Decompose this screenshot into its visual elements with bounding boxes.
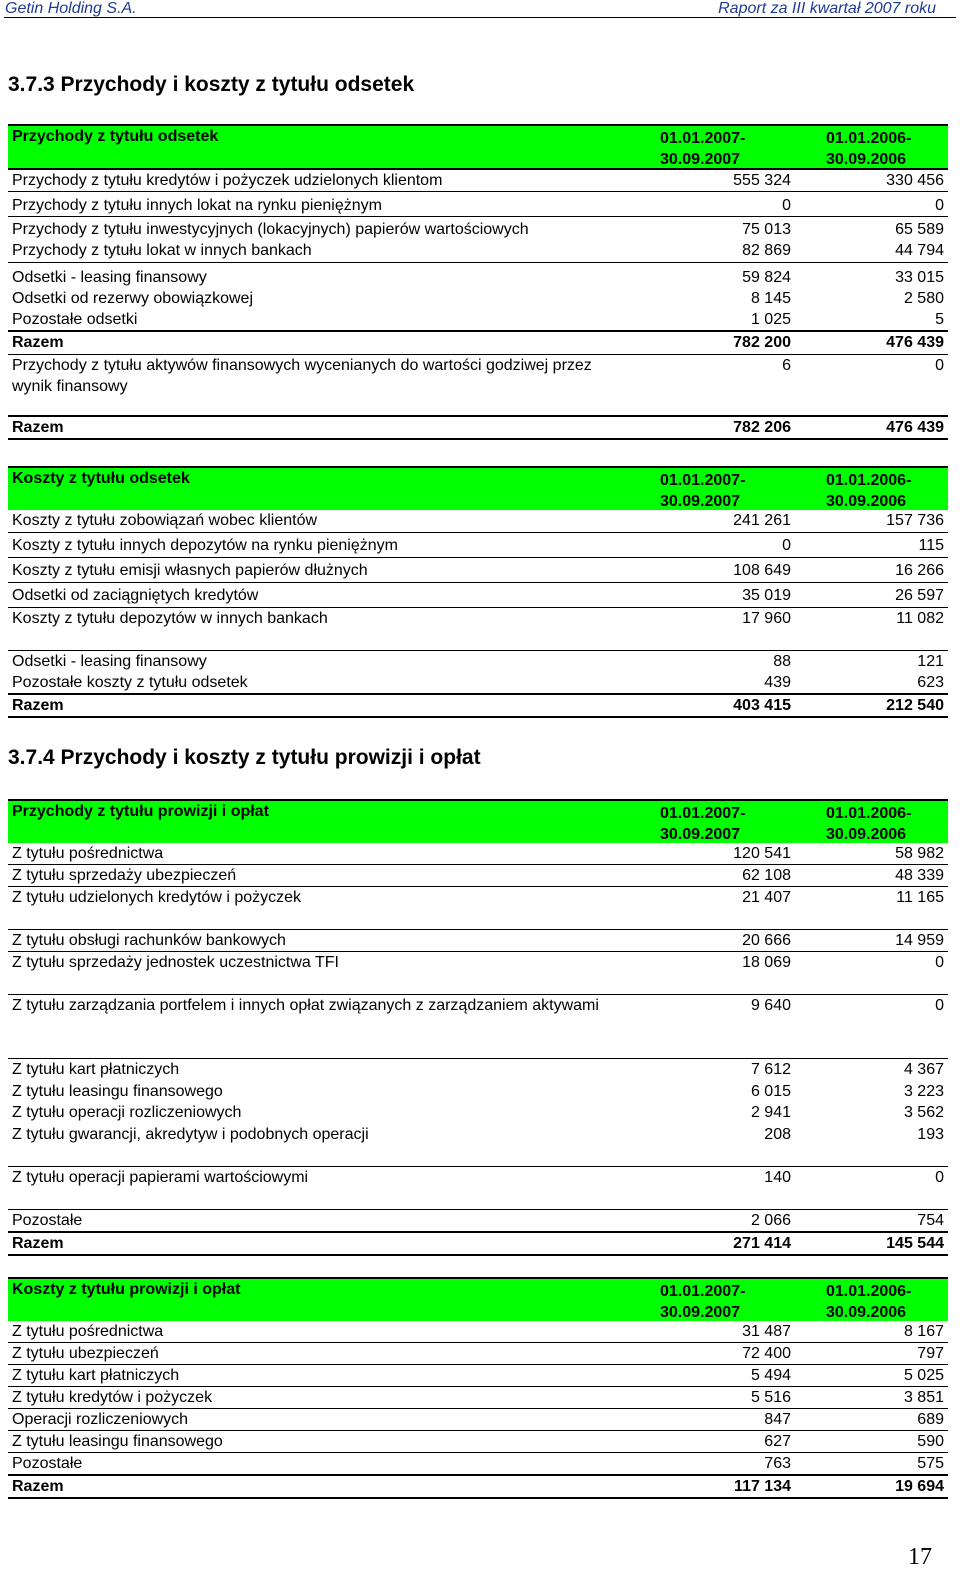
row-label: Z tytułu ubezpieczeń bbox=[12, 1345, 159, 1362]
value-2007: 208 bbox=[764, 1126, 791, 1143]
table-row bbox=[8, 510, 948, 533]
period-2007: 01.01.2007- 30.09.2007 bbox=[660, 472, 746, 510]
period-2007: 01.01.2007- 30.09.2007 bbox=[660, 130, 746, 168]
period-2007: 01.01.2007- 30.09.2007 bbox=[660, 1283, 746, 1321]
table-row bbox=[8, 1409, 948, 1431]
row-label: Z tytułu udzielonych kredytów i pożyczek bbox=[12, 889, 302, 906]
value-2006: 3 562 bbox=[903, 1104, 944, 1121]
value-2007: 72 400 bbox=[742, 1345, 791, 1362]
value-2006: 623 bbox=[917, 674, 944, 691]
value-2007: 6 bbox=[782, 357, 791, 374]
row-label: Razem bbox=[12, 334, 64, 351]
value-2007: 140 bbox=[764, 1169, 791, 1186]
value-2006: 4 367 bbox=[903, 1061, 944, 1078]
page-number: 17 bbox=[908, 1544, 932, 1570]
table-row bbox=[8, 535, 948, 558]
value-2006: 157 736 bbox=[886, 512, 944, 529]
value-2006: 476 439 bbox=[886, 419, 944, 436]
table-row bbox=[8, 843, 948, 865]
value-2006: 3 851 bbox=[903, 1389, 944, 1406]
table-row bbox=[8, 1167, 948, 1210]
value-2006: 11 082 bbox=[896, 610, 944, 627]
value-2007: 1 025 bbox=[750, 311, 791, 328]
value-2006: 14 959 bbox=[895, 932, 944, 949]
row-label: Z tytułu sprzedaży jednostek uczestnictwa TFI bbox=[12, 954, 339, 971]
value-2006: 5 bbox=[935, 311, 944, 328]
value-2006: 330 456 bbox=[886, 172, 944, 189]
value-2006: 8 167 bbox=[903, 1323, 944, 1340]
row-label: Odsetki - leasing finansowy bbox=[12, 269, 207, 286]
value-2006: 145 544 bbox=[886, 1235, 944, 1252]
table-row bbox=[8, 887, 948, 930]
row-label: Koszty z tytułu innych depozytów na rynku pieniężnym bbox=[12, 537, 398, 554]
value-2007: 31 487 bbox=[742, 1323, 791, 1340]
value-2006: 65 589 bbox=[895, 221, 944, 238]
table-header bbox=[8, 799, 948, 843]
value-2007: 75 013 bbox=[742, 221, 791, 238]
row-label: Koszty z tytułu zobowiązań wobec klientów bbox=[12, 512, 318, 529]
table-row bbox=[8, 1102, 948, 1124]
table-row bbox=[8, 651, 948, 672]
row-label: Operacji rozliczeniowych bbox=[12, 1411, 189, 1428]
table-row bbox=[8, 995, 948, 1059]
value-2007: 5 494 bbox=[750, 1367, 791, 1384]
value-2007: 88 bbox=[773, 653, 791, 670]
value-2006: 5 025 bbox=[903, 1367, 944, 1384]
row-label: Z tytułu kredytów i pożyczek bbox=[12, 1389, 213, 1406]
value-2006: 2 580 bbox=[903, 290, 944, 307]
value-2007: 782 200 bbox=[733, 334, 791, 351]
value-2007: 17 960 bbox=[742, 610, 791, 627]
fee-expense-table bbox=[8, 1277, 948, 1499]
value-2007: 6 015 bbox=[750, 1083, 791, 1100]
table-total-row bbox=[8, 415, 948, 440]
table-row bbox=[8, 1210, 948, 1233]
value-2006: 3 223 bbox=[903, 1083, 944, 1100]
row-label: Z tytułu leasingu finansowego bbox=[12, 1083, 223, 1100]
table-row bbox=[8, 585, 948, 608]
row-label: Z tytułu pośrednictwa bbox=[12, 1323, 164, 1340]
table-title: Koszty z tytułu odsetek bbox=[12, 470, 190, 487]
table-title: Przychody z tytułu odsetek bbox=[12, 128, 219, 145]
row-label: Z tytułu gwarancji, akredytyw i podobnych operacji bbox=[12, 1126, 369, 1143]
value-2007: 120 541 bbox=[733, 845, 791, 862]
value-2006: 0 bbox=[935, 1169, 944, 1186]
row-label: Z tytułu operacji rozliczeniowych bbox=[12, 1104, 242, 1121]
table-row bbox=[8, 1081, 948, 1102]
value-2007: 271 414 bbox=[733, 1235, 791, 1252]
table-row bbox=[8, 1453, 948, 1476]
value-2006: 575 bbox=[917, 1455, 944, 1472]
interest-expense-table bbox=[8, 466, 948, 718]
value-2007: 7 612 bbox=[750, 1061, 791, 1078]
value-2006: 16 266 bbox=[895, 562, 944, 579]
period-2006: 01.01.2006- 30.09.2006 bbox=[826, 805, 912, 843]
value-2006: 193 bbox=[917, 1126, 944, 1143]
table-row bbox=[8, 240, 948, 263]
table-row bbox=[8, 288, 948, 309]
value-2006: 44 794 bbox=[895, 242, 944, 259]
fee-income-table bbox=[8, 799, 948, 1256]
value-2006: 689 bbox=[917, 1411, 944, 1428]
row-label: Pozostałe bbox=[12, 1455, 83, 1472]
value-2007: 627 bbox=[764, 1433, 791, 1450]
value-2006: 212 540 bbox=[886, 697, 944, 714]
table-total-row bbox=[8, 332, 948, 355]
company-name: Getin Holding S.A. bbox=[5, 0, 137, 17]
value-2007: 763 bbox=[764, 1455, 791, 1472]
row-label: Razem bbox=[12, 1235, 64, 1252]
value-2006: 11 165 bbox=[896, 889, 944, 906]
table-row bbox=[8, 309, 948, 332]
row-label: Razem bbox=[12, 1478, 64, 1495]
value-2006: 754 bbox=[917, 1212, 944, 1229]
table-row bbox=[8, 865, 948, 887]
value-2007: 62 108 bbox=[742, 867, 791, 884]
table-row bbox=[8, 608, 948, 651]
table-row bbox=[8, 1124, 948, 1167]
value-2007: 35 019 bbox=[742, 587, 791, 604]
value-2006: 115 bbox=[918, 537, 944, 554]
table-title: Koszty z tytułu prowizji i opłat bbox=[12, 1281, 241, 1298]
value-2007: 439 bbox=[764, 674, 791, 691]
value-2007: 59 824 bbox=[742, 269, 791, 286]
value-2006: 0 bbox=[935, 357, 944, 374]
value-2006: 26 597 bbox=[895, 587, 944, 604]
value-2006: 48 339 bbox=[895, 867, 944, 884]
value-2007: 241 261 bbox=[733, 512, 791, 529]
row-label: Przychody z tytułu lokat w innych bankach bbox=[12, 242, 312, 259]
row-label: Z tytułu pośrednictwa bbox=[12, 845, 164, 862]
row-label: Przychody z tytułu innych lokat na rynku pieniężnym bbox=[12, 197, 382, 214]
table-row bbox=[8, 1387, 948, 1409]
value-2007: 2 941 bbox=[750, 1104, 791, 1121]
table-header bbox=[8, 466, 948, 510]
table-row bbox=[8, 355, 948, 397]
row-label: Z tytułu kart płatniczych bbox=[12, 1061, 180, 1078]
table-row bbox=[8, 930, 948, 952]
interest-income-table bbox=[8, 124, 948, 440]
table-row bbox=[8, 1343, 948, 1365]
period-2007: 01.01.2007- 30.09.2007 bbox=[660, 805, 746, 843]
row-label: Pozostałe odsetki bbox=[12, 311, 138, 328]
table-row bbox=[8, 1431, 948, 1453]
value-2006: 590 bbox=[917, 1433, 944, 1450]
table-header bbox=[8, 1277, 948, 1321]
row-label: Przychody z tytułu kredytów i pożyczek udzielonych klientom bbox=[12, 172, 443, 189]
row-label: Przychody z tytułu aktywów finansowych wycenianych do wartości godziwej przez wynik finansowy bbox=[12, 357, 592, 395]
value-2006: 33 015 bbox=[895, 269, 944, 286]
table-total-row bbox=[8, 1476, 948, 1499]
table-row bbox=[8, 952, 948, 995]
period-2006: 01.01.2006- 30.09.2006 bbox=[826, 472, 912, 510]
value-2006: 58 982 bbox=[895, 845, 944, 862]
table-title: Przychody z tytułu prowizji i opłat bbox=[12, 803, 269, 820]
value-2007: 5 516 bbox=[750, 1389, 791, 1406]
value-2007: 782 206 bbox=[733, 419, 791, 436]
value-2006: 476 439 bbox=[886, 334, 944, 351]
value-2007: 2 066 bbox=[750, 1212, 791, 1229]
value-2007: 117 134 bbox=[734, 1478, 791, 1495]
row-label: Pozostałe bbox=[12, 1212, 83, 1229]
period-2006: 01.01.2006- 30.09.2006 bbox=[826, 130, 912, 168]
value-2007: 108 649 bbox=[733, 562, 791, 579]
row-label: Przychody z tytułu inwestycyjnych (lokacyjnych) papierów wartościowych bbox=[12, 221, 529, 238]
value-2007: 9 640 bbox=[750, 997, 791, 1014]
period-2006: 01.01.2006- 30.09.2006 bbox=[826, 1283, 912, 1321]
value-2006: 797 bbox=[917, 1345, 944, 1362]
section-title-interest: 3.7.3 Przychody i koszty z tytułu odsetek bbox=[8, 73, 415, 96]
row-label: Z tytułu zarządzania portfelem i innych opłat związanych z zarządzaniem aktywami bbox=[12, 997, 599, 1014]
value-2006: 0 bbox=[935, 197, 944, 214]
table-row bbox=[8, 195, 948, 217]
value-2007: 82 869 bbox=[742, 242, 791, 259]
table-total-row bbox=[8, 1233, 948, 1256]
value-2007: 0 bbox=[782, 537, 791, 554]
value-2006: 19 694 bbox=[895, 1478, 944, 1495]
table-row bbox=[8, 1321, 948, 1343]
row-label: Koszty z tytułu emisji własnych papierów dłużnych bbox=[12, 562, 368, 579]
row-label: Z tytułu leasingu finansowego bbox=[12, 1433, 223, 1450]
value-2006: 121 bbox=[917, 653, 944, 670]
table-total-row bbox=[8, 695, 948, 718]
row-label: Odsetki - leasing finansowy bbox=[12, 653, 207, 670]
row-label: Razem bbox=[12, 697, 64, 714]
row-label: Pozostałe koszty z tytułu odsetek bbox=[12, 674, 248, 691]
section-title-fees: 3.7.4 Przychody i koszty z tytułu prowizji i opłat bbox=[8, 746, 481, 769]
table-row bbox=[8, 219, 948, 240]
row-label: Koszty z tytułu depozytów w innych bankach bbox=[12, 610, 328, 627]
row-label: Z tytułu operacji papierami wartościowymi bbox=[12, 1169, 309, 1186]
row-label: Odsetki od rezerwy obowiązkowej bbox=[12, 290, 253, 307]
row-label: Z tytułu sprzedaży ubezpieczeń bbox=[12, 867, 237, 884]
row-label: Z tytułu kart płatniczych bbox=[12, 1367, 180, 1384]
value-2007: 18 069 bbox=[742, 954, 791, 971]
row-label: Odsetki od zaciągniętych kredytów bbox=[12, 587, 259, 604]
value-2006: 0 bbox=[935, 954, 944, 971]
table-row bbox=[8, 168, 948, 192]
header-divider bbox=[4, 17, 956, 18]
report-title: Raport za III kwartał 2007 roku bbox=[718, 0, 936, 17]
table-header bbox=[8, 124, 948, 168]
value-2007: 555 324 bbox=[733, 172, 791, 189]
value-2007: 20 666 bbox=[742, 932, 791, 949]
table-row bbox=[8, 560, 948, 583]
table-row bbox=[8, 1059, 948, 1081]
table-row bbox=[8, 672, 948, 695]
row-label: Razem bbox=[12, 419, 64, 436]
value-2007: 21 407 bbox=[742, 889, 791, 906]
value-2007: 8 145 bbox=[750, 290, 791, 307]
value-2007: 847 bbox=[764, 1411, 791, 1428]
value-2007: 403 415 bbox=[733, 697, 791, 714]
value-2006: 0 bbox=[935, 997, 944, 1014]
row-label: Z tytułu obsługi rachunków bankowych bbox=[12, 932, 286, 949]
table-row bbox=[8, 1365, 948, 1387]
table-row bbox=[8, 267, 948, 288]
value-2007: 0 bbox=[782, 197, 791, 214]
